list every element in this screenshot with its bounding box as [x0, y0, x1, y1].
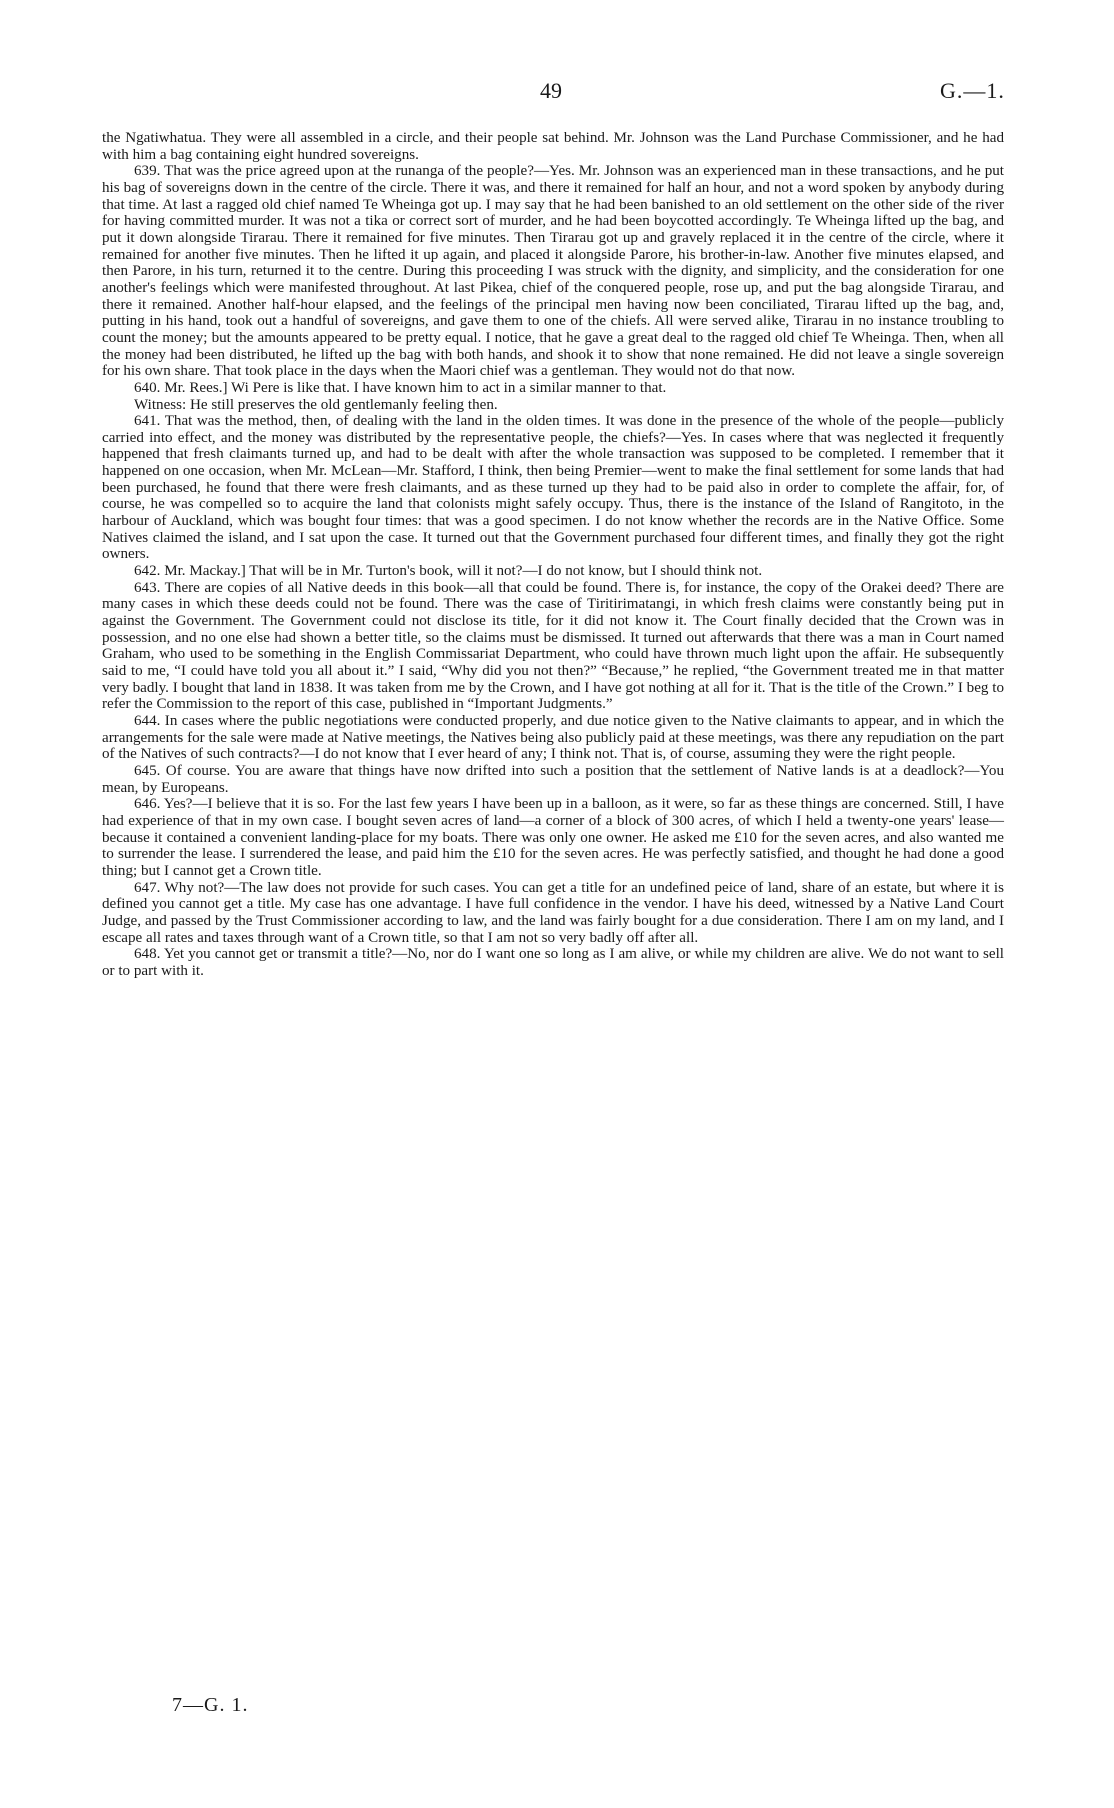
paragraph: 644. In cases where the public negotiations were conducted properly, and due notice given to the Native claimants to appear, and in which the arrangements for the sale were made at Native meetings, the Natives being also publicly paid at these meetings, was there any repudiation on the part of the Natives of such contracts?—I do not know that I ever heard of any; I think not. That is, of course, assuming they were the right people.	[102, 712, 1004, 763]
paragraph: 640. Mr. Rees.] Wi Pere is like that. I have known him to act in a similar manner to that.	[134, 379, 667, 396]
paragraph: 642. Mr. Mackay.] That will be in Mr. Turton's book, will it not?—I do not know, but I should think not.	[134, 563, 763, 580]
document-reference: G.—1.	[940, 78, 1005, 103]
paragraph: the Ngatiwhatua. They were all assembled in a circle, and their people sat behind. Mr. Johnson was the Land Purchase Commissioner, and he had with him a bag containing eight hundred sovereigns.	[102, 130, 1004, 163]
signature-mark: 7—G. 1.	[172, 1694, 249, 1716]
paragraph: 648. Yet you cannot get or transmit a title?—No, nor do I want one so long as I am alive, or while my children are alive. We do not want to sell or to part with it.	[102, 946, 1004, 979]
paragraph: 643. There are copies of all Native deeds in this book—all that could be found. There is, for instance, the copy of the Orakei deed? There are many cases in which these deeds could not be found. There was the case of Tiritirimatangi, in which fresh claims were constantly being put in against the Government. The Government could not disclose its title, for it did not know it. The Court finally decided that the Crown was in possession, and no one else had shown a better title, so the claims must be dismissed. It turned out afterwards that there was a man in Court named Graham, who used to be something in the English Commissariat Department, who could have thrown much light upon the affair. He subsequently said to me, “I could have told you all about it.” I said, “Why did you not then?” “Because,” he replied, “the Government treated me in that matter very badly. I bought that land in 1838. It was taken from me by the Crown, and I have got nothing at all for it. That is the title of the Crown.” I beg to refer the Commission to the report of this case, published in “Important Judgments.”	[102, 579, 1004, 713]
paragraph: 646. Yes?—I believe that it is so. For the last few years I have been up in a balloon, as it were, so far as these things are concerned. Still, I have had experience of that in my own case. I bought seven acres of land—a corner of a block of 300 acres, of which I held a twenty-one years' lease—because it contained a convenient landing-place for my boats. There was only one owner. He asked me £10 for the seven acres, and also wanted me to surrender the lease. I surrendered the lease, and paid him the £10 for the seven acres. He was perfectly satisfied, and thought he had done a good thing; but I cannot get a Crown title.	[102, 796, 1004, 879]
paragraph: 647. Why not?—The law does not provide for such cases. You can get a title for an undefined peice of land, share of an estate, but where it is defined you cannot get a title. My case has one advantage. I have full confidence in the vendor. I have his deed, witnessed by a Native Land Court Judge, and passed by the Trust Commissioner according to law, and the land was fairly bought for a due consideration. There I am on my land, and I escape all rates and taxes through want of a Crown title, so that I am not so very badly off after all.	[102, 879, 1004, 946]
page-number: 49	[540, 78, 562, 103]
paragraph: 645. Of course. You are aware that things have now drifted into such a position that the settlement of Native lands is at a deadlock?—You mean, by Europeans.	[102, 762, 1004, 796]
body-text	[102, 130, 1004, 979]
paragraph: 639. That was the price agreed upon at the runanga of the people?—Yes. Mr. Johnson was an experienced man in these transactions, and he put his bag of sovereigns down in the centre of the circle. There it was, and there it remained for half an hour, and not a word spoken by anybody during that time. At last a ragged old chief named Te Wheinga got up. I may say that he had been banished to an old settlement on the other side of the river for having committed murder. It was not a tika or correct sort of murder, and he had been boycotted accordingly. Te Wheinga lifted up the bag, and put it down alongside Tirarau. There it remained for five minutes. Then Tirarau got up and gravely replaced it in the centre of the circle, where it remained for another five minutes. Then he lifted it up again, and placed it alongside Parore, his brother-in-law. Another five minutes elapsed, and then Parore, in his turn, returned it to the centre. During this proceeding I was struck with the dignity, and simplicity, and the consideration for one another's feelings which were manifested throughout. At last Pikea, chief of the conquered people, rose up, and put the bag alongside Tirarau, and there it remained. Another half-hour elapsed, and the feelings of the principal men having now been conciliated, Tirarau lifted up the bag, and, putting in his hand, took out a handful of sovereigns, and gave them to one of the chiefs. All were served alike, Tirarau in no instance troubling to count the money; but the amounts appeared to be pretty equal. I notice, that he gave a great deal to the ragged old chief Te Wheinga. Then, when all the money had been distributed, he lifted up the bag with both hands, and shook it to show that none remained. He did not leave a single sovereign for his own share. That took place in the days when the Maori chief was a gentleman. They would not do that now.	[102, 163, 1004, 380]
paragraph: 641. That was the method, then, of dealing with the land in the olden times. It was done in the presence of the whole of the people—publicly carried into effect, and the money was distributed by the representative people, the chiefs?—Yes. In cases where that was neglected it frequently happened that fresh claimants turned up, and had to be dealt with after the whole transaction was supposed to be completed. I remember that it happened on one occasion, when Mr. McLean—Mr. Stafford, I think, then being Premier—went to make the final settlement for some lands that had been purchased, he found that there were fresh claimants, and as these turned up they had to be paid also in order to complete the affair, for, of course, he was compelled so to acquire the land that colonists might safely occupy. Thus, there is the instance of the Island of Rangitoto, in the harbour of Auckland, which was bought four times: that was a good specimen. I do not know whether the records are in the Native Office. Some Natives claimed the island, and I sat upon the case. It turned out that the Government purchased four different times, and finally they got the right owners.	[102, 413, 1004, 563]
paragraph: Witness: He still preserves the old gentlemanly feeling then.	[134, 396, 498, 413]
